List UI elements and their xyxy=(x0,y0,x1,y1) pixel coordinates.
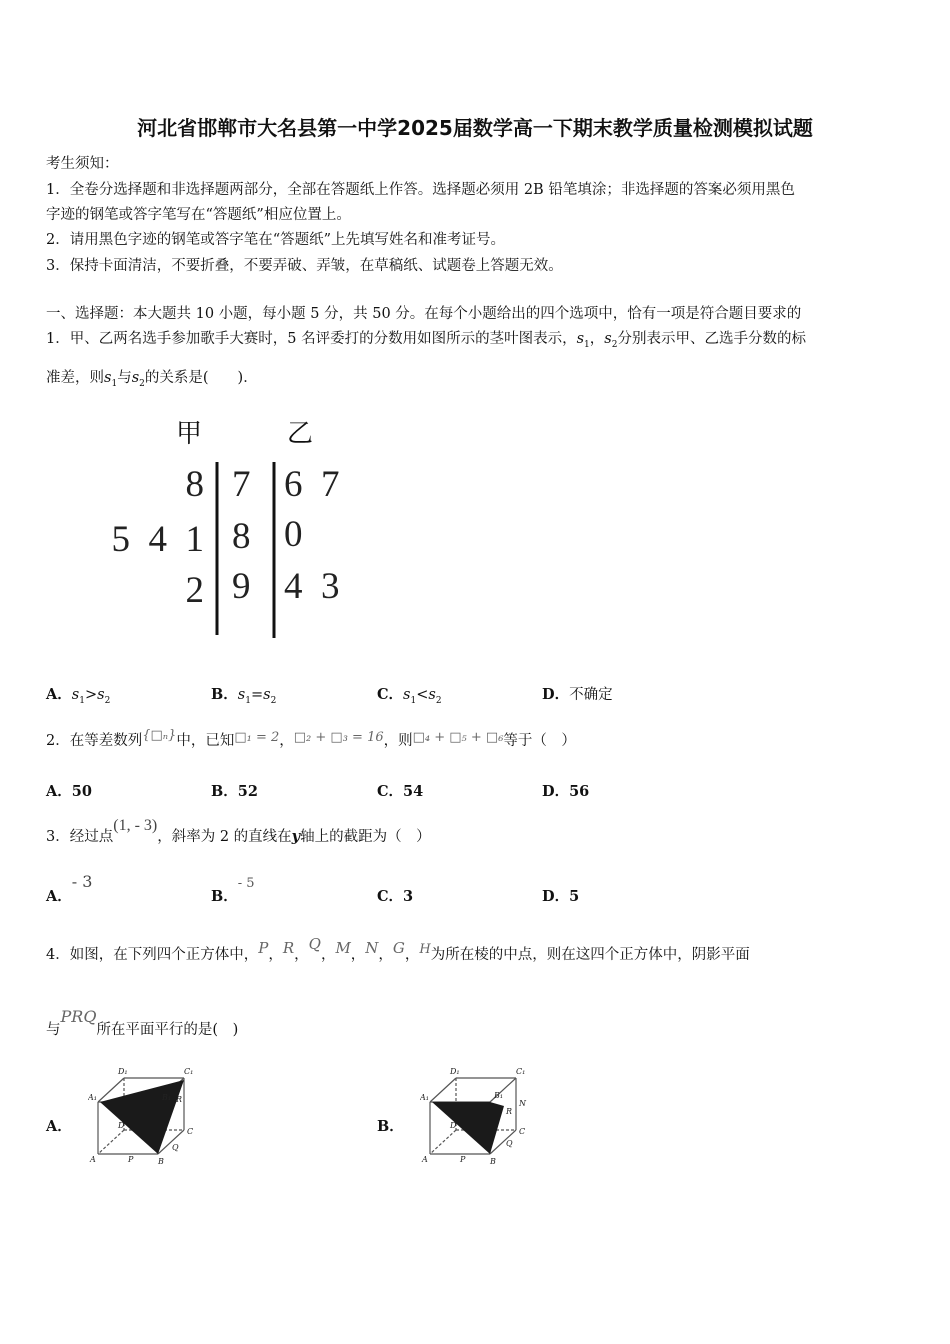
stem-leaf-right-leaves-row2: 0 xyxy=(284,514,303,555)
svg-text:A₁: A₁ xyxy=(88,1093,97,1102)
notice-line-1b: 字迹的钢笔或答字笔写在“答题纸”相应位置上。 xyxy=(46,207,351,223)
page-title: 河北省邯郸市大名县第一中学2025届数学高一下期末教学质量检测模拟试题 xyxy=(137,116,813,140)
svg-text:B: B xyxy=(158,1157,164,1166)
q1-option-b[interactable]: B．$s_1=s_2$ xyxy=(211,686,277,706)
notice-line-2: 2．请用黑色字迹的钢笔或答字笔在“答题纸”上先填写姓名和准考证号。 xyxy=(46,232,506,248)
q3-option-a[interactable]: A．- 3 xyxy=(46,872,93,905)
q4-option-a[interactable]: A． xyxy=(46,1118,72,1135)
notice-line-1a: 1．全卷分选择题和非选择题两部分，全部在答题纸上作答。选择题必须用 2B 铅笔填涂；非选择题的答案必须用黑色 xyxy=(46,182,795,198)
stem-leaf-right-label: 乙 xyxy=(287,419,314,449)
q2-formula-a1: □₁ = 2 xyxy=(234,730,280,745)
stem-leaf-left-label: 甲 xyxy=(176,419,203,449)
section-heading: 一、选择题：本大题共 10 小题，每小题 5 分，共 50 分。在每个小题给出的四个选项中，恰有一项是符合题目要求的 xyxy=(46,306,802,322)
svg-text:D: D xyxy=(118,1121,125,1130)
notice-heading: 考生须知： xyxy=(46,156,119,172)
q3-option-c[interactable]: C．3 xyxy=(377,888,414,905)
q1-number: 1． xyxy=(46,331,70,347)
q1-option-c[interactable]: C．$s_1<s_2$ xyxy=(377,686,442,706)
svg-text:P: P xyxy=(128,1155,134,1164)
stem-leaf-left-leaves-row3: 2 xyxy=(185,570,204,611)
svg-text:N: N xyxy=(519,1099,526,1108)
svg-text:D: D xyxy=(450,1121,457,1130)
svg-text:C: C xyxy=(519,1127,526,1136)
svg-text:C: C xyxy=(187,1127,194,1136)
svg-text:B₁: B₁ xyxy=(494,1091,504,1100)
stem-leaf-stem-row3: 9 xyxy=(232,566,251,607)
stem-leaf-right-leaves-row3: 4 3 xyxy=(284,566,340,607)
svg-text:C₁: C₁ xyxy=(184,1067,194,1076)
q2-stem: 2．在等差数列{□ₙ}中，已知□₁ = 2，□₂ + □₃ = 16，则□₄ + □₅ + □₆等于（ ） xyxy=(46,728,576,749)
svg-text:R: R xyxy=(176,1095,183,1104)
q4-cube-figure-a xyxy=(88,1062,200,1168)
svg-text:D₁: D₁ xyxy=(450,1067,460,1076)
stem-leaf-stem-row1: 7 xyxy=(232,464,251,505)
svg-text:Q: Q xyxy=(172,1143,179,1152)
q1-option-a[interactable]: A．$s_1>s_2$ xyxy=(46,686,111,706)
q4-cube-figure-b xyxy=(420,1062,532,1168)
q4-shaded-plane-b xyxy=(432,1102,504,1154)
q2-formula-sequence: {□ₙ} xyxy=(142,728,177,743)
q3-point: (1, - 3) xyxy=(113,817,158,834)
stem-leaf-left-leaves-row1: 8 xyxy=(185,464,204,505)
stem-leaf-stem-row2: 8 xyxy=(232,516,251,557)
svg-text:A₁: A₁ xyxy=(420,1093,429,1102)
svg-text:A: A xyxy=(90,1155,96,1164)
q3-option-b[interactable]: B．- 5 xyxy=(211,876,255,905)
q3-stem: 3．经过点(1, - 3)，斜率为 2 的直线在y轴上的截距为（ ） xyxy=(46,817,431,845)
svg-text:B₁: B₁ xyxy=(162,1093,172,1102)
q4-line-1: 4．如图，在下列四个正方体中，P，R，Q，M，N，G，H为所在棱的中点，则在这四个正方体中，阴影平面 xyxy=(46,935,750,963)
svg-text:P: P xyxy=(460,1155,466,1164)
q4-option-b[interactable]: B． xyxy=(377,1118,404,1135)
q2-option-d[interactable]: D．56 xyxy=(542,783,590,800)
q3-number: 3． xyxy=(46,829,70,845)
q2-option-b[interactable]: B．52 xyxy=(211,783,258,800)
q4-prq: PRQ xyxy=(60,1007,97,1026)
svg-text:C₁: C₁ xyxy=(516,1067,526,1076)
q1-option-d[interactable]: D．不确定 xyxy=(542,686,613,703)
q2-formula-a4-a5-a6: □₄ + □₅ + □₆ xyxy=(412,730,504,745)
q1-line-2: 准差，则$s_1$与$s_2$的关系是( )． xyxy=(46,370,258,389)
svg-text:D₁: D₁ xyxy=(118,1067,128,1076)
q3-option-d[interactable]: D．5 xyxy=(542,888,580,905)
q2-option-c[interactable]: C．54 xyxy=(377,783,424,800)
stem-leaf-right-leaves-row1: 6 7 xyxy=(284,464,340,505)
svg-text:Q: Q xyxy=(506,1139,513,1148)
notice-line-3: 3．保持卡面清洁，不要折叠，不要弄破、弄皱，在草稿纸、试题卷上答题无效。 xyxy=(46,258,563,274)
q2-option-a[interactable]: A．50 xyxy=(46,783,92,800)
q2-formula-a2-a3: □₂ + □₃ = 16 xyxy=(293,730,384,745)
stem-leaf-left-leaves-row2: 5 4 1 xyxy=(111,519,204,560)
stem-leaf-divider-lines xyxy=(210,460,280,640)
q4-number: 4． xyxy=(46,947,70,963)
q1-line-1: 1．甲、乙两名选手参加歌手大赛时，5 名评委打的分数用如图所示的茎叶图表示，$s_1$，$s_2$分别表示甲、乙选手分数的标 xyxy=(46,331,806,350)
svg-text:A: A xyxy=(422,1155,428,1164)
svg-text:R: R xyxy=(506,1107,513,1116)
q2-number: 2． xyxy=(46,733,70,749)
svg-text:B: B xyxy=(490,1157,496,1166)
q4-line-2: 与PRQ所在平面平行的是( ) xyxy=(46,1007,239,1038)
